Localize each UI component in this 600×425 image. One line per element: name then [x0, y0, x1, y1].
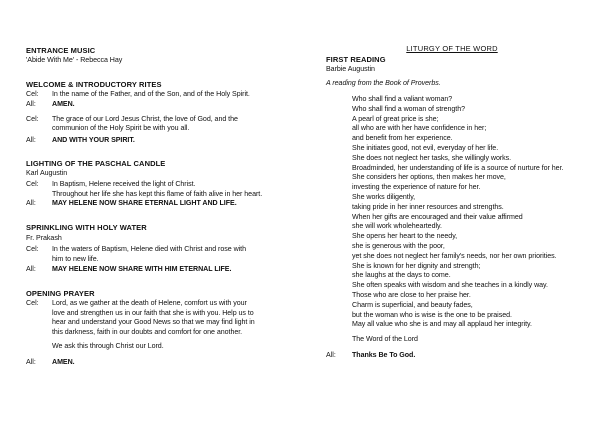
- liturgy-line: communion of the Holy Spirit be with you all.: [52, 124, 190, 132]
- liturgy-line: In the name of the Father, and of the Son, and of the Holy Spirit.: [52, 90, 250, 98]
- role-label: All:: [326, 351, 336, 359]
- liturgy-line: hear and understand your Good News so that we may find light in: [52, 318, 255, 326]
- verse-line: and benefit from her experience.: [352, 134, 453, 143]
- response-line: AND WITH YOUR SPIRIT.: [52, 136, 135, 144]
- liturgy-line: this darkness, faith in our doubts and comfort for one another.: [52, 328, 243, 336]
- verse-line: she is generous with the poor,: [352, 242, 445, 250]
- role-label: Cel:: [26, 180, 39, 188]
- role-label: All:: [26, 100, 36, 108]
- verse-line: Charm is superficial, and beauty fades,: [352, 300, 473, 309]
- response-line: AMEN.: [52, 100, 75, 108]
- verse-line: She initiates good, not evil, everyday of her life.: [352, 144, 499, 152]
- role-label: Cel:: [26, 90, 39, 98]
- entrance-music-subtitle: 'Abide With Me' - Rebecca Hay: [26, 56, 123, 64]
- reading-source: A reading from the Book of Proverbs.: [326, 79, 441, 87]
- verse-line: taking pride in her inner resources and strengths.: [352, 202, 504, 211]
- sprinkling-heading: SPRINKLING WITH HOLY WATER: [26, 223, 147, 232]
- reader-name: Barbie Augustin: [326, 65, 375, 73]
- verse-line: May all value who she is and may all applaud her integrity.: [352, 320, 532, 329]
- verse-line: She does not neglect her tasks, she willingly works.: [352, 153, 512, 162]
- verse-line: Who shall find a valiant woman?: [352, 95, 453, 103]
- verse-line: Broadminded, her understanding of life is a source of nurture for her.: [352, 163, 564, 172]
- role-label: All:: [26, 265, 36, 273]
- verse-line: investing the experience of nature for her.: [352, 183, 481, 192]
- liturgy-title: LITURGY OF THE WORD: [406, 44, 498, 53]
- verse-line: Those who are close to her praise her.: [352, 291, 471, 299]
- verse-line: yet she does not neglect her family's needs, nor her own priorities.: [352, 251, 557, 260]
- liturgy-line: In Baptism, Helene received the light of Christ.: [52, 180, 196, 188]
- liturgy-line: him to new life.: [52, 255, 99, 263]
- entrance-music-heading: ENTRANCE MUSIC: [26, 46, 96, 55]
- role-label: Cel:: [26, 245, 39, 253]
- response-line: AMEN.: [52, 358, 75, 366]
- verse-line: When her gifts are encouraged and their value affirmed: [352, 212, 523, 221]
- liturgy-line: Throughout her life she has kept this flame of faith alive in her heart.: [52, 190, 263, 198]
- liturgy-line: love and strengthen us in our faith that she is with you. Help us to: [52, 309, 254, 317]
- response-line: Thanks Be To God.: [352, 351, 416, 359]
- verse-line: She is known for her dignity and strength;: [352, 261, 481, 270]
- liturgy-line: In the waters of Baptism, Helene died with Christ and rose with: [52, 245, 246, 253]
- verse-line: She considers her options, then makes her move,: [352, 173, 506, 182]
- candle-subtitle: Karl Augustin: [26, 169, 68, 177]
- role-label: Cel:: [26, 115, 39, 123]
- verse-line: She often speaks with wisdom and she teaches in a kindly way.: [352, 281, 548, 290]
- verse-line: Who shall find a woman of strength?: [352, 104, 465, 113]
- role-label: All:: [26, 358, 36, 366]
- prayer-heading: OPENING PRAYER: [26, 289, 95, 298]
- verse-line: She opens her heart to the needy,: [352, 232, 458, 241]
- role-label: Cel:: [26, 299, 39, 307]
- role-label: All:: [26, 199, 36, 207]
- verse-line: she laughs at the days to come.: [352, 271, 451, 280]
- verse-line: but the woman who is wise is the one to be praised.: [352, 310, 512, 319]
- response-line: MAY HELENE NOW SHARE WITH HIM ETERNAL LIFE.: [52, 265, 232, 273]
- verse-line: she will work wholeheartedly.: [352, 222, 442, 231]
- closing-line: The Word of the Lord: [352, 335, 418, 343]
- response-line: MAY HELENE NOW SHARE ETERNAL LIGHT AND LIFE.: [52, 199, 237, 207]
- verse-line: She works diligently,: [352, 193, 416, 201]
- verse-line: all who are with her have confidence in her;: [352, 124, 487, 133]
- candle-heading: LIGHTING OF THE PASCHAL CANDLE: [26, 159, 166, 168]
- sprinkling-subtitle: Fr. Prakash: [26, 234, 62, 242]
- liturgy-line: Lord, as we gather at the death of Helene, comfort us with your: [52, 299, 247, 307]
- first-reading-heading: FIRST READING: [326, 55, 386, 64]
- liturgy-line: We ask this through Christ our Lord.: [52, 342, 164, 350]
- welcome-heading: WELCOME & INTRODUCTORY RITES: [26, 80, 162, 89]
- verse-line: A pearl of great price is she;: [352, 114, 439, 123]
- role-label: All:: [26, 136, 36, 144]
- liturgy-line: The grace of our Lord Jesus Christ, the love of God, and the: [52, 115, 238, 123]
